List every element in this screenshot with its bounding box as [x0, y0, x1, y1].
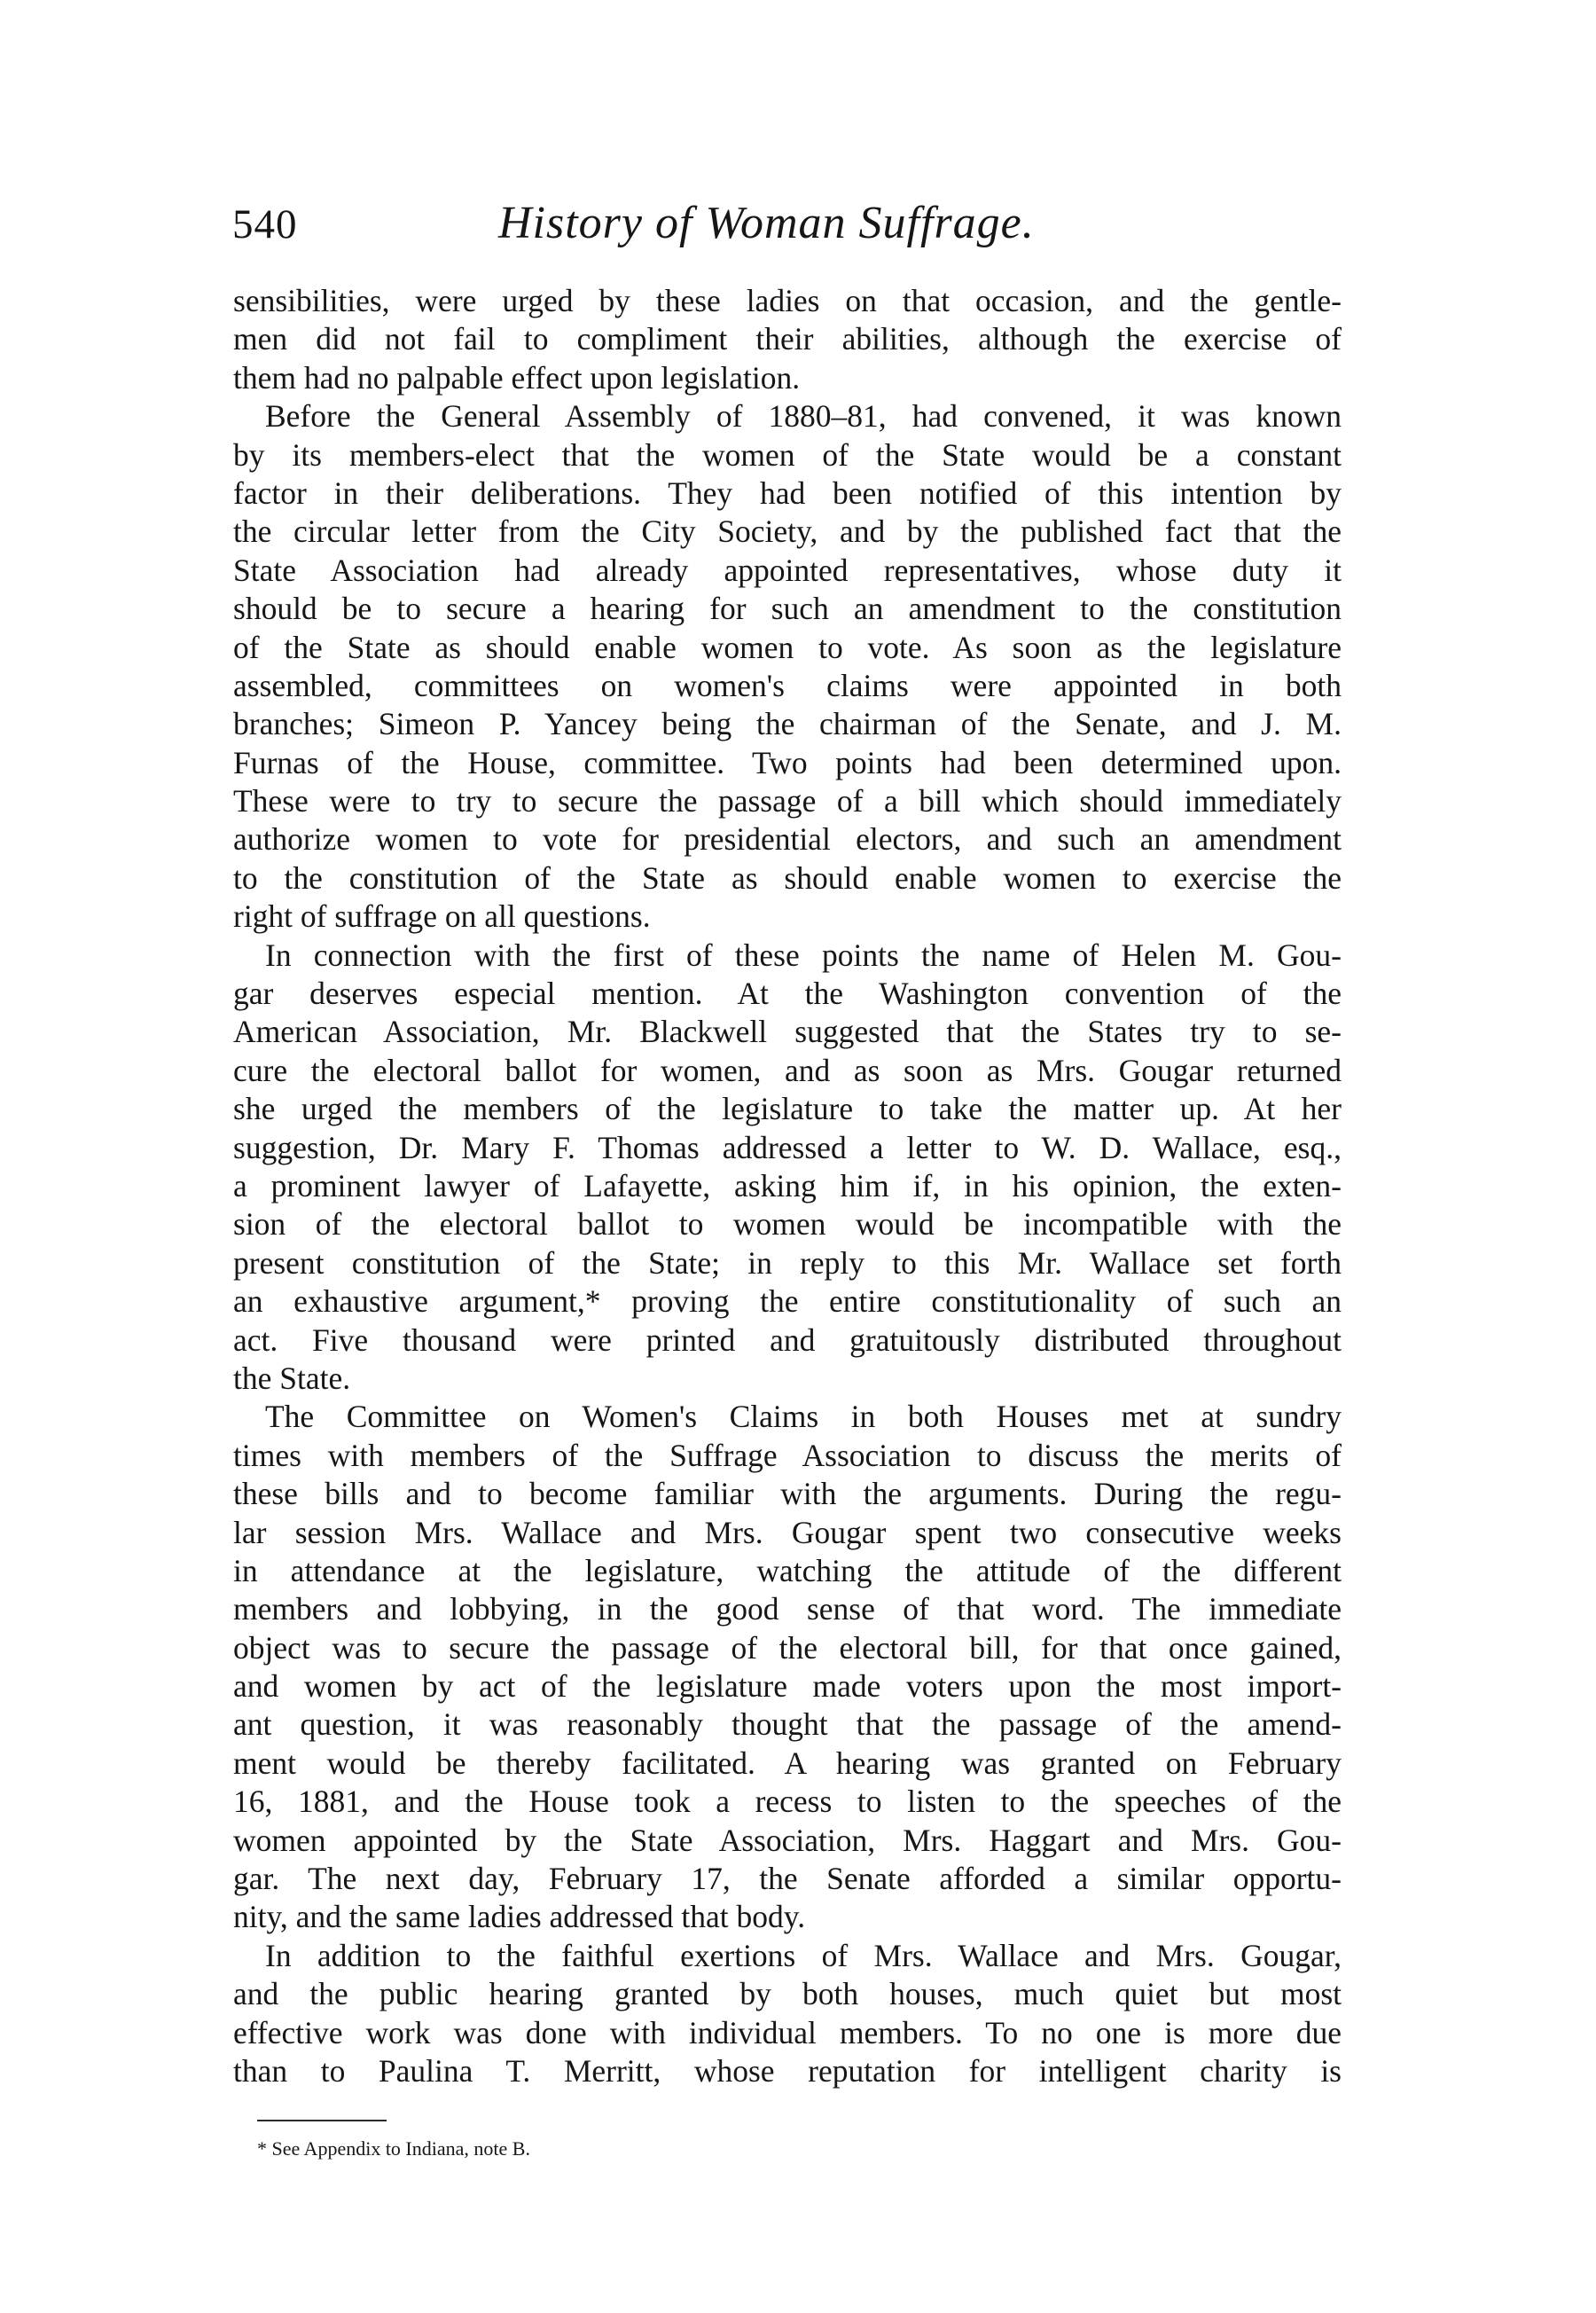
text-line: act. Five thousand were printed and gratuitously distributed throughout: [233, 1321, 1342, 1358]
text-line: factor in their deliberations. They had been notified of this intention by: [233, 474, 1342, 511]
text-line: lar session Mrs. Wallace and Mrs. Gougar spent two consecutive weeks: [233, 1514, 1342, 1550]
footnote-rule: [257, 2120, 387, 2121]
text-line: times with members of the Suffrage Association to discuss the merits of: [233, 1437, 1342, 1473]
text-line: them had no palpable effect upon legislation.: [233, 359, 801, 396]
text-line: in attendance at the legislature, watching the attitude of the different: [233, 1552, 1342, 1588]
text-line: Furnas of the House, committee. Two points had been determined upon.: [233, 744, 1342, 780]
text-line: an exhaustive argument,* proving the entire constitutionality of such an: [233, 1283, 1342, 1320]
text-line: gar deserves especial mention. At the Washington convention of the: [233, 976, 1342, 1012]
text-line: cure the electoral ballot for women, and as soon as Mrs. Gougar returned: [233, 1052, 1342, 1088]
text-line: nity, and the same ladies addressed that body.: [233, 1899, 806, 1935]
text-line: ant question, it was reasonably thought that the passage of the amend-: [233, 1706, 1342, 1743]
text-line: the circular letter from the City Society, and by the published fact that the: [233, 514, 1342, 550]
text-line: effective work was done with individual members. To no one is more due: [233, 2014, 1342, 2050]
text-line: authorize women to vote for presidential electors, and such an amendment: [233, 821, 1342, 858]
text-line: The Committee on Women's Claims in both Houses met at sundry: [265, 1399, 1342, 1435]
text-line: should be to secure a hearing for such an amendment to the constitution: [233, 591, 1342, 627]
text-line: suggestion, Dr. Mary F. Thomas addressed a letter to W. D. Wallace, esq.,: [233, 1129, 1342, 1165]
text-line: and women by act of the legislature made voters upon the most import-: [233, 1668, 1342, 1705]
text-line: ment would be thereby facilitated. A hearing was granted on February: [233, 1745, 1342, 1781]
page-number: 540: [232, 201, 298, 247]
text-line: a prominent lawyer of Lafayette, asking him if, in his opinion, the exten-: [233, 1167, 1342, 1204]
running-head: [232, 197, 1350, 259]
text-line: In connection with the first of these points the name of Helen M. Gou-: [265, 937, 1342, 973]
text-line: the State.: [233, 1360, 351, 1396]
paragraph: [233, 1398, 1342, 1936]
paragraph: [233, 937, 1342, 1399]
text-line: gar. The next day, February 17, the Senate afforded a similar opportu-: [233, 1861, 1342, 1897]
text-line: Before the General Assembly of 1880–81, had convened, it was known: [265, 398, 1342, 435]
text-line: State Association had already appointed representatives, whose duty it: [233, 552, 1342, 588]
text-line: than to Paulina T. Merritt, whose reputation for intelligent charity is: [233, 2052, 1342, 2089]
text-line: women appointed by the State Association, Mrs. Haggart and Mrs. Gou-: [233, 1822, 1342, 1858]
text-line: members and lobbying, in the good sense of that word. The immediate: [233, 1591, 1342, 1627]
text-line: American Association, Mr. Blackwell suggested that the States try to se-: [233, 1014, 1342, 1050]
text-line: men did not fail to compliment their abilities, although the exercise of: [233, 321, 1342, 357]
text-line: 16, 1881, and the House took a recess to listen to the speeches of the: [233, 1784, 1342, 1820]
paragraph: [233, 1937, 1342, 2091]
text-line: to the constitution of the State as should enable women to exercise the: [233, 859, 1342, 896]
text-line: of the State as should enable women to vote. As soon as the legislature: [233, 629, 1342, 665]
text-line: These were to try to secure the passage of a bill which should immediately: [233, 783, 1342, 819]
body-text: [233, 282, 1342, 2090]
text-line: sensibilities, were urged by these ladies on that occasion, and the gentle-: [233, 283, 1342, 318]
text-line: assembled, committees on women's claims were appointed in both: [233, 667, 1342, 703]
text-line: In addition to the faithful exertions of Mrs. Wallace and Mrs. Gougar,: [265, 1937, 1342, 1973]
running-title: History of Woman Suffrage.: [498, 198, 1035, 248]
text-line: these bills and to become familiar with the arguments. During the regu-: [233, 1476, 1342, 1512]
text-line: right of suffrage on all questions.: [233, 898, 651, 935]
text-line: by its members-elect that the women of the State would be a constant: [233, 436, 1342, 473]
text-line: and the public hearing granted by both houses, much quiet but most: [233, 1976, 1342, 2012]
text-line: sion of the electoral ballot to women would be incompatible with the: [233, 1206, 1342, 1243]
paragraph: [233, 397, 1342, 936]
text-line: she urged the members of the legislature to take the matter up. At her: [233, 1091, 1342, 1127]
footnote: * See Appendix to Indiana, note B.: [257, 2137, 530, 2160]
text-line: branches; Simeon P. Yancey being the chairman of the Senate, and J. M.: [233, 706, 1342, 742]
text-line: object was to secure the passage of the electoral bill, for that once gained,: [233, 1629, 1342, 1666]
text-line: present constitution of the State; in reply to this Mr. Wallace set forth: [233, 1244, 1342, 1281]
paragraph: [233, 282, 1342, 397]
